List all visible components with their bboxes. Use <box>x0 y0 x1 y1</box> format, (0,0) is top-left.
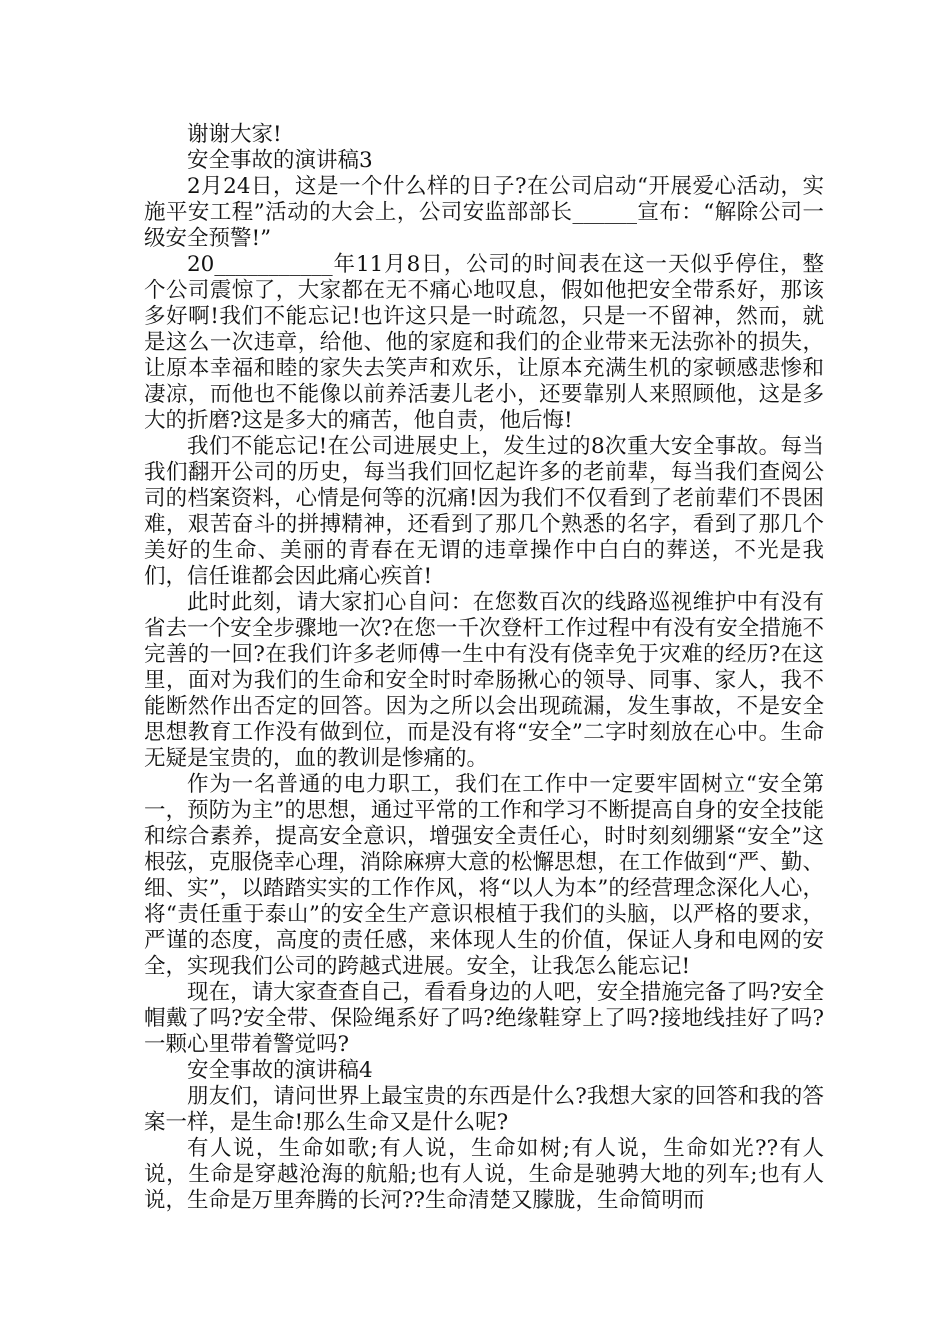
section-heading-speech-3: 安全事故的演讲稿3 <box>187 148 373 173</box>
paragraph: 有人说，生命如歌;有人说，生命如树;有人说，生命如光??有人说，生命是穿越沧海的航船;也有人说，生命是驰骋大地的列车;也有人说，生命是万里奔腾的长河??生命清楚又朦胧，生命简明而 <box>144 1136 824 1213</box>
paragraph: 我们不能忘记!在公司进展史上，发生过的8次重大安全事故。每当我们翻开公司的历史，每当我们回忆起许多的老前辈，每当我们查阅公司的档案资料，心情是何等的沉痛!因为我们不仅看到了老前辈们不畏困难，艰苦奋斗的拼搏精神，还看到了那几个熟悉的名字，看到了那几个美好的生命、美丽的青春在无谓的违章操作中白白的葬送，不光是我们，信任谁都会因此痛心疾首! <box>144 434 824 589</box>
paragraph: 作为一名普通的电力职工，我们在工作中一定要牢固树立“安全第一，预防为主”的思想，通过平常的工作和学习不断提高自身的安全技能和综合素养，提高安全意识，增强安全责任心，时时刻刻绷紧“安全”这根弦，克服侥幸心理，消除麻痹大意的松懈思想，在工作做到“严、勤、细、实”，以踏踏实实的工作作风，将“以人为本”的经营理念深化人心，将“责任重于泰山”的安全生产意识根植于我们的头脑，以严格的要求，严谨的态度，高度的责任感，来体现人生的价值，保证人身和电网的安全，实现我们公司的跨越式进展。安全，让我怎么能忘记! <box>144 772 824 979</box>
paragraph: 朋友们，请问世界上最宝贵的东西是什么?我想大家的回答和我的答案一样，是生命!那么生命又是什么呢? <box>144 1084 824 1135</box>
paragraph-thanks: 谢谢大家! <box>187 122 282 147</box>
paragraph: 20___________年11月8日，公司的时间表在这一天似乎停住，整个公司震惊了，大家都在无不痛心地叹息，假如他把安全带系好，那该多好啊!我们不能忘记!也许这只是一时疏忽，只是一不留神，然而，就是这么一次违章，给他、他的家庭和我们的企业带来无法弥补的损失，让原本幸福和睦的家失去笑声和欢乐，让原本充满生机的家顿感悲惨和凄凉，而他也不能像以前养活妻儿老小，还要靠别人来照顾他，这是多大的折磨?这是多大的痛苦，他自责，他后悔! <box>144 252 824 433</box>
section-heading-speech-4: 安全事故的演讲稿4 <box>187 1058 373 1083</box>
paragraph: 此时此刻，请大家扪心自问：在您数百次的线路巡视维护中有没有省去一个安全步骤地一次?在您一千次登杆工作过程中有没有安全措施不完善的一回?在我们许多老师傅一生中有没有侥幸免于灾难的经历?在这里，面对为我们的生命和安全时时牵肠揪心的领导、同事、家人，我不能断然作出否定的回答。因为之所以会出现疏漏，发生事故，不是安全思想教育工作没有做到位，而是没有将“安全”二字时刻放在心中。生命无疑是宝贵的，血的教训是惨痛的。 <box>144 590 824 771</box>
document-body <box>144 122 824 1214</box>
paragraph: 2月24日，这是一个什么样的日子?在公司启动“开展爱心活动，实施平安工程”活动的大会上，公司安监部部长______宣布：“解除公司一级安全预警!” <box>144 174 824 251</box>
paragraph: 现在，请大家查查自己，看看身边的人吧，安全措施完备了吗?安全帽戴了吗?安全带、保险绳系好了吗?绝缘鞋穿上了吗?接地线挂好了吗?一颗心里带着警觉吗? <box>144 980 824 1057</box>
